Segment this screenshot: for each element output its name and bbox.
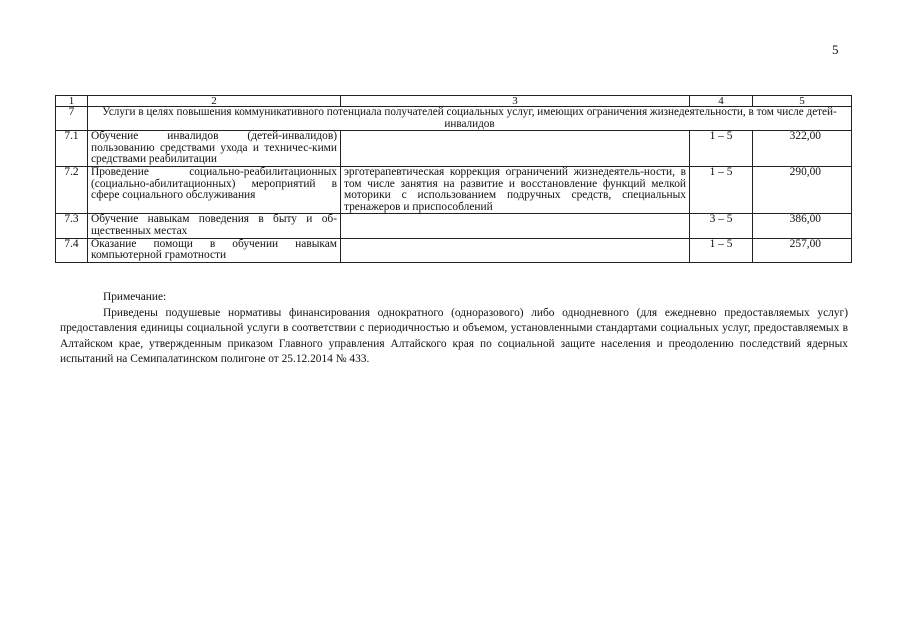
service-name: Оказание помощи в обучении навыкам компьютерной грамотности — [88, 238, 341, 262]
header-col-4: 4 — [690, 96, 753, 107]
service-period: 1 – 5 — [690, 166, 753, 213]
service-price: 257,00 — [753, 238, 852, 262]
page-number: 5 — [832, 42, 839, 57]
service-name: Обучение инвалидов (детей-инвалидов) пользованию средствами ухода и техничес-кими средствами реабилитации — [88, 131, 341, 167]
service-price: 322,00 — [753, 131, 852, 167]
service-content — [341, 238, 690, 262]
header-col-5: 5 — [753, 96, 852, 107]
note-block — [60, 290, 848, 368]
table-row — [56, 238, 852, 262]
row-number: 7.4 — [56, 238, 88, 262]
service-price: 386,00 — [753, 214, 852, 238]
row-number: 7.1 — [56, 131, 88, 167]
table-row — [56, 214, 852, 238]
table-row — [56, 131, 852, 167]
section-row — [56, 107, 852, 131]
header-col-3: 3 — [341, 96, 690, 107]
service-period: 1 – 5 — [690, 131, 753, 167]
section-number: 7 — [56, 107, 88, 131]
service-content: эрготерапевтическая коррекция ограничений жизнедеятель-ности, в том числе занятия на развитие и восстановление функций мелкой моторики с использованием подручных средств, специальных тренажеров и приспособлений — [341, 166, 690, 213]
note-text: Приведены подушевые нормативы финансирования однократного (одноразового) либо однодневного (для ежедневно предоставляемых услуг) предоставления единицы социальной услуги в соответствии с периодичностью и объемом, установленными стандартами социальных услуг, предоставляемых в Алтайском крае, утвержденным приказом Главного управления Алтайского края по социальной защите населения и преодолению последствий ядерных испытаний на Семипалатинском полигоне от 25.12.2014 № 433. — [60, 306, 848, 365]
service-content — [341, 214, 690, 238]
services-table — [55, 95, 852, 263]
service-name: Проведение социально-реабилитационных (социально-абилитационных) мероприятий в сфере социального обслуживания — [88, 166, 341, 213]
service-name: Обучение навыкам поведения в быту и об-щественных местах — [88, 214, 341, 238]
header-col-1: 1 — [56, 96, 88, 107]
row-number: 7.2 — [56, 166, 88, 213]
header-col-2: 2 — [88, 96, 341, 107]
note-heading: Примечание: — [103, 291, 167, 303]
service-price: 290,00 — [753, 166, 852, 213]
table-header-row — [56, 96, 852, 107]
table-row — [56, 166, 852, 213]
service-period: 1 – 5 — [690, 238, 753, 262]
service-content — [341, 131, 690, 167]
row-number: 7.3 — [56, 214, 88, 238]
section-title: Услуги в целях повышения коммуникативного потенциала получателей социальных услуг, имеющих ограничения жизнедеятельности, в том числе детей-инвалидов — [88, 107, 852, 131]
service-period: 3 – 5 — [690, 214, 753, 238]
